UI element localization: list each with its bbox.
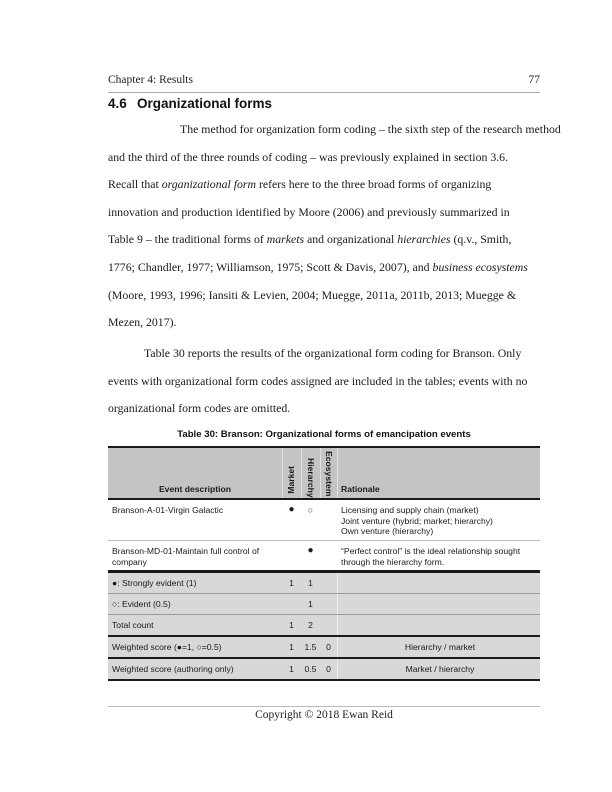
text-run: Recall that <box>108 177 162 192</box>
header-rule <box>108 92 540 93</box>
summary-ecosystem: 0 <box>326 664 331 674</box>
rationale-line: Own venture (hierarchy) <box>341 526 434 536</box>
page-number: 77 <box>528 74 540 86</box>
summary-hierarchy: 0.5 <box>304 664 317 674</box>
summary-row-weighted-authoring <box>108 659 540 681</box>
summary-row-total-count <box>108 615 540 637</box>
market-mark: ● <box>288 504 295 515</box>
text-line: Mezen, 2017). <box>108 315 177 330</box>
summary-row-evident <box>108 594 540 615</box>
summary-hierarchy: 1.5 <box>304 642 317 652</box>
text-run: Table 9 – the traditional forms of <box>108 232 267 247</box>
paragraph-2 <box>108 340 540 423</box>
text-line <box>108 226 540 254</box>
summary-market: 1 <box>289 578 294 588</box>
summary-label: Weighted score (●=1, ○=0.5) <box>112 642 222 652</box>
summary-hierarchy: 1 <box>308 599 313 609</box>
chapter-title: Chapter 4: Results <box>108 74 193 86</box>
copyright-footer: Copyright © 2018 Ewan Reid <box>255 709 393 721</box>
table-header-row <box>108 446 540 500</box>
text-line: Table 30 reports the results of the organizational form coding for Branson. Only <box>144 346 522 360</box>
text-line <box>108 254 540 282</box>
org-forms-table <box>108 446 540 681</box>
italic-term: markets <box>266 232 305 247</box>
column-divider <box>337 637 338 657</box>
summary-hierarchy: 1 <box>308 578 313 588</box>
summary-market: 1 <box>289 642 294 652</box>
column-header-event: Event description <box>158 484 232 494</box>
footer-rule <box>108 706 540 707</box>
text-line: events with organizational form codes assigned are included in the tables; events with no <box>108 373 528 388</box>
text-line: and the third of the three rounds of coding – was previously explained in section 3.6. <box>108 149 509 164</box>
section-title: Organizational forms <box>137 96 273 111</box>
summary-label: ○: Evident (0.5) <box>112 599 171 609</box>
table-caption: Table 30: Branson: Organizational forms of emancipation events <box>177 429 471 440</box>
rationale-line: Licensing and supply chain (market) <box>341 505 479 515</box>
hierarchy-mark: ● <box>307 545 314 556</box>
summary-market: 1 <box>289 620 294 630</box>
column-header-hierarchy: Hierarchy <box>306 458 316 498</box>
column-divider <box>337 659 338 679</box>
summary-row-weighted-score <box>108 637 540 659</box>
text-run: 1776; Chandler, 1977; Williamson, 1975; Scott & Davis, 2007), and <box>108 259 433 274</box>
text-run: (q.v., Smith, <box>450 232 512 247</box>
summary-label: Total count <box>112 620 154 630</box>
rationale-line: Joint venture (hybrid; market; hierarchy) <box>341 515 493 526</box>
text-line: (Moore, 1993, 1996; Iansiti & Levien, 2004; Muegge, 2011a, 2011b, 2013; Muegge & <box>108 287 517 302</box>
event-description: Branson-A-01-Virgin Galactic <box>112 505 224 515</box>
paragraph-1 <box>108 116 561 337</box>
section-number: 4.6 <box>108 96 127 111</box>
summary-hierarchy: 2 <box>308 620 313 630</box>
summary-label: ●: Strongly evident (1) <box>112 578 197 588</box>
text-line: innovation and production identified by Moore (2006) and previously summarized in <box>108 204 510 219</box>
event-description <box>112 546 280 567</box>
column-divider <box>337 448 338 498</box>
rationale-line: through the hierarchy form. <box>341 556 445 567</box>
italic-term: business ecosystems <box>432 259 528 274</box>
hierarchy-mark: ○ <box>307 505 314 515</box>
text-run: and organizational <box>304 232 398 247</box>
rationale-line: “Perfect control” is the ideal relationship sought <box>341 546 521 556</box>
summary-label: Weighted score (authoring only) <box>112 664 234 674</box>
rationale <box>341 546 539 567</box>
text-run: refers here to the three broad forms of organizing <box>256 177 492 192</box>
summary-ecosystem: 0 <box>326 642 331 652</box>
italic-term: hierarchies <box>397 232 451 247</box>
italic-term: organizational form <box>161 177 257 192</box>
table-row <box>108 500 540 541</box>
column-divider <box>337 615 338 635</box>
event-line: company <box>112 556 147 567</box>
text-line: organizational form codes are omitted. <box>108 401 291 416</box>
summary-row-strongly-evident <box>108 573 540 594</box>
rationale <box>341 505 539 537</box>
column-header-market: Market <box>286 466 296 494</box>
column-divider <box>337 594 338 614</box>
text-line: The method for organization form coding – the sixth step of the research method <box>180 122 561 136</box>
event-line: Branson-MD-01-Maintain full control of <box>112 546 260 556</box>
text-line <box>108 171 540 199</box>
summary-rationale: Hierarchy / market <box>404 642 476 652</box>
column-header-rationale: Rationale <box>341 484 380 494</box>
section-heading <box>108 96 272 111</box>
summary-market: 1 <box>289 664 294 674</box>
summary-rationale: Market / hierarchy <box>405 664 475 674</box>
column-header-ecosystem: Ecosystem <box>324 451 334 497</box>
table-row <box>108 541 540 573</box>
column-divider <box>337 573 338 593</box>
running-header <box>108 74 540 90</box>
